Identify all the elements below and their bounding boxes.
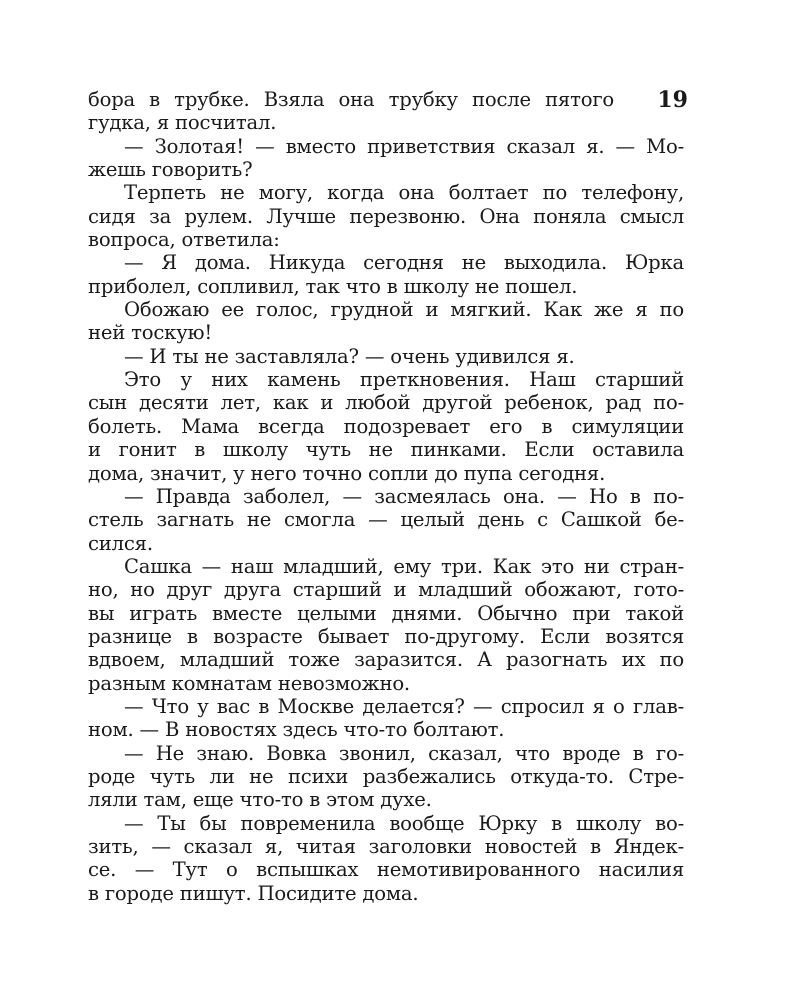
text-line: Сашка — наш младший, ему три. Как это ни стран- xyxy=(124,554,684,578)
text-line: — Золотая! — вместо приветствия сказал я. — Мо- xyxy=(124,134,684,158)
text-line: приболел, сопливил, так что в школу не пошел. xyxy=(88,274,578,298)
text-line: сидя за рулем. Лучше перезвоню. Она поняла смысл xyxy=(88,204,684,228)
text-line: разным комнатам невозможно. xyxy=(88,671,410,695)
text-line: разнице в возрасте бывает по-другому. Если возятся xyxy=(88,624,684,648)
text-line: жешь говорить? xyxy=(88,158,253,182)
text-line: зить, — сказал я, читая заголовки новостей в Яндек- xyxy=(88,835,684,858)
text-line: ней тоскую! xyxy=(88,321,213,345)
text-line: сын десяти лет, как и любой другой ребенок, рад по- xyxy=(88,391,684,415)
text-line: но, но друг друга старший и младший обожают, гото- xyxy=(88,578,684,602)
text-line: роде чуть ли не психи разбежались откуда-то. Стре- xyxy=(88,764,684,788)
page-number: 19 xyxy=(657,87,688,113)
text-line: в городе пишут. Посидите дома. xyxy=(88,881,419,905)
body-text xyxy=(88,88,684,905)
text-line: вдвоем, младший тоже заразится. А разогнать их по xyxy=(88,648,684,672)
text-line: Это у них камень преткновения. Наш старший xyxy=(124,368,684,392)
text-line: — Что у вас в Москве делается? — спросил я о глав- xyxy=(124,694,684,718)
text-line: стель загнать не смогла — целый день с Сашкой бе- xyxy=(88,508,684,532)
text-line: гудка, я посчитал. xyxy=(88,111,277,135)
text-line: бора в трубке. Взяла она трубку после пятого xyxy=(88,88,614,111)
text-line: — Правда заболел, — засмеялась она. — Но в по- xyxy=(124,484,684,508)
text-line: и гонит в школу чуть не пинками. Если оставила xyxy=(88,438,684,462)
text-line: Обожаю ее голос, грудной и мягкий. Как же я по xyxy=(124,298,684,322)
text-line: дома, значит, у него точно сопли до пупа сегодня. xyxy=(88,461,606,485)
text-line: болеть. Мама всегда подозревает его в симуляции xyxy=(88,414,684,438)
text-line: се. — Тут о вспышках немотивированного насилия xyxy=(88,858,684,882)
text-line: вы играть вместе целыми днями. Обычно при такой xyxy=(88,601,684,625)
text-line: вопроса, ответила: xyxy=(88,228,280,252)
text-line: — Не знаю. Вовка звонил, сказал, что вроде в го- xyxy=(124,741,684,765)
text-line: ном. — В новостях здесь что-то болтают. xyxy=(88,718,505,742)
text-line: сился. xyxy=(88,531,153,555)
text-line: — Ты бы повременила вообще Юрку в школу во- xyxy=(124,811,684,835)
text-line: Терпеть не могу, когда она болтает по телефону, xyxy=(124,181,684,205)
text-line: — И ты не заставляла? — очень удивился я. xyxy=(124,344,575,368)
text-line: ляли там, еще что-то в этом духе. xyxy=(88,788,432,812)
text-line: — Я дома. Никуда сегодня не выходила. Юрка xyxy=(124,251,684,275)
